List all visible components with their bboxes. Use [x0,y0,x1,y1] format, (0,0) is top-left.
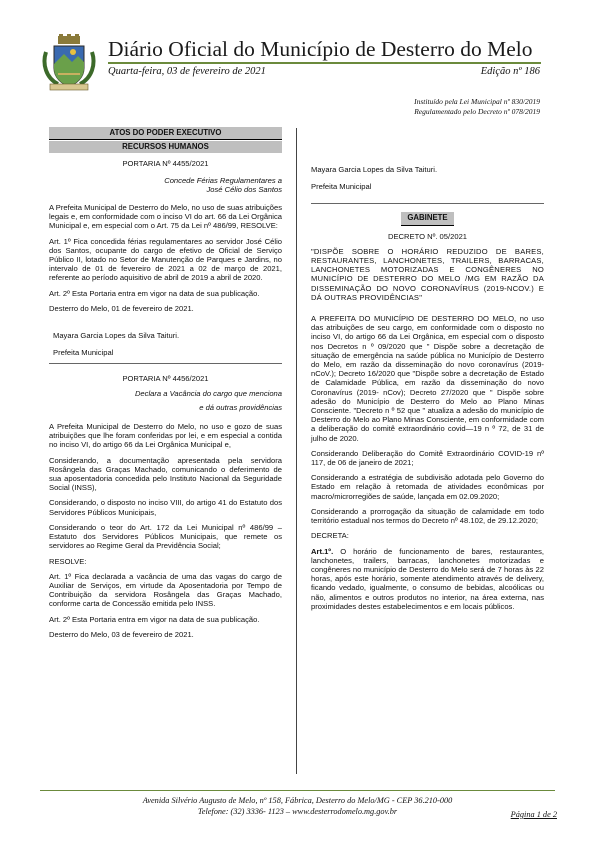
left-column [49,127,282,645]
portaria-4455 [49,159,282,357]
footer-contact: Telefone: (32) 3336- 1123 – www.desterrodomelo.mg.gov.br [197,807,398,816]
paragraph: DECRETA: [311,531,349,541]
portaria-summary-line: Concede Férias Regulamentares a [164,175,282,185]
footer-rule [40,790,555,791]
portaria-summary-line: José Célio dos Santos [206,184,282,194]
place-date: Desterro do Melo, 03 de fevereiro de 2021. [49,629,194,639]
signer-name: Mayara Garcia Lopes da Silva Taituri. [311,165,438,174]
paragraph: Art. 1º Fica concedida férias regulamentares ao servidor José Célio dos Santos, ocupante do cargo de efetivo de Oficial de Serviço Público II, lotado no Setor de Manutenção de Parques e Jardins, no intervalo de 01 de fevereiro de 2021 a 02 de março de 2021, referente ao período aquisitivo de abril de 2019 a abril de 2020. [49,236,282,283]
portaria-summary-line: Declara a Vacância do cargo que menciona [134,388,282,398]
decree-number: DECRETO Nº. 05/2021 [387,231,468,241]
paragraph: RESOLVE: [49,556,87,566]
place-date: Desterro do Melo, 01 de fevereiro de 2021. [49,303,194,313]
separator [311,203,544,204]
paragraph: Considerando a prorrogação da situação de calamidade em todo território estadual nos termos do Decreto nº 48.102, de 29.12.2020; [311,506,544,526]
decree-summary: "DISPÕE SOBRE O HORÁRIO REDUZIDO DE BARES, RESTAURANTES, LANCHONETES, TRAILERS, BARRACAS, LANCHONETES MOTORIZADAS E CONGÊNERES NO MUNICÍPIO DE DESTERRO DO MELO /MG EM RAZÃO DA DISSEMINAÇÃO DO NOVO CORONAVÍRUS (2019-NCOV.) E DÁ OUTRAS PROVIDÊNCIAS" [311,246,544,302]
legal-basis-line-1: Instituído pela Lei Municipal nº 830/2019 [414,97,540,106]
portaria-number: PORTARIA Nº 4456/2021 [122,374,209,384]
paragraph: A Prefeita Municipal de Desterro do Melo, no uso de suas atribuições legais e, em conformidade com o inciso VI do art. 66 da Lei Orgânica Municipal e, em especial com o Art. 75 da Lei nº 486/99, RESOLVE: [49,203,282,231]
paragraph: Art. 2º Esta Portaria entra em vigor na data de sua publicação. [49,614,260,624]
portaria-number: PORTARIA Nº 4455/2021 [122,159,209,169]
legal-basis [414,97,540,117]
paragraph: Considerando a estratégia de subdivisão adotada pelo Governo do Estado em relação à retomada de atividades econômicas por macro/microrregiões de saúde, lançada em 02.09.2020; [311,473,544,501]
portaria-summary [49,176,282,194]
separator [49,363,282,364]
portaria-4456 [49,374,282,638]
signer-role: Prefeita Municipal [311,182,372,192]
signer-name: Mayara Garcia Lopes da Silva Taituri. [53,331,180,341]
paragraph: Considerando, o disposto no inciso VIII, do artigo 41 do Estatuto dos Servidores Públicos Municipais, [49,498,282,517]
header-rule [108,62,541,64]
municipal-coat-of-arms-icon [40,34,98,92]
section-title-cabinet: GABINETE [401,212,454,225]
section-title-executive: ATOS DO PODER EXECUTIVO [49,127,282,140]
header [0,0,595,120]
page-number: Página 1 de 2 [510,810,557,819]
article-1 [311,547,544,611]
article-label: Art.1º. [311,546,334,556]
footer-address: Avenida Silvério Augusto de Melo, nº 158, Fábrica, Desterro do Melo/MG - CEP 36.210-000 [142,796,453,805]
legal-basis-line-2: Regulamentado pelo Decreto nº 078/2019 [414,107,540,116]
issue-date: Quarta-feira, 03 de fevereiro de 2021 [108,66,266,77]
article-text: O horário de funcionamento de bares, restaurantes, lanchonetes, trailers, barracas, lanchonetes motorizadas e congêneres no município de Desterro do Melo será de 7 horas às 22 horas, após este horário, somente atendimento através de delivery, ficando vedado, igualmente, o consumo de bebidas, alcoólicas ou não, alimentos e outros produtos no interior, na área externa, nas proximidades destes estabelecimentos e em locais públicos. [311,546,544,611]
column-divider [296,128,297,774]
signer-role: Prefeita Municipal [53,348,114,358]
portaria-summary [49,389,282,412]
portaria-summary-line: e dá outras providências [199,402,282,412]
journal-title: Diário Oficial do Município de Desterro do Melo [108,37,533,61]
paragraph: A Prefeita Municipal de Desterro do Melo, no uso e gozo de suas atribuições que lhe foram conferidas por lei, e em especial a contida no inciso VI, do artigo 66 da Lei Orgânica Municipal e, [49,422,282,450]
edition-number: Edição nº 186 [480,66,540,77]
right-column [311,127,544,617]
subsection-title-hr: RECURSOS HUMANOS [49,141,282,153]
paragraph: Art. 2º Esta Portaria entra em vigor na data de sua publicação. [49,288,260,298]
footer [0,795,595,817]
paragraph: Considerando o teor do Art. 172 da Lei Municipal nº 486/99 – Estatuto dos Servidores Públicos Municipais, que remete os servidores ao Regime Geral da Previdência Social; [49,522,282,551]
paragraph: Considerando, a documentação apresentada pela servidora Rosângela das Graças Machado, comunicando o deferimento de sua aposentadoria concedida pelo Instituto Nacional da Seguridade Social (INSS), [49,455,282,493]
paragraph: Considerando Deliberação do Comitê Extraordinário COVID-19 nº 117, de 06 de janeiro de 2021; [311,448,544,468]
paragraph: Art. 1º Fica declarada a vacância de uma das vagas do cargo de Auxiliar de Serviços, em virtude da Aposentadoria por Tempo de Contribuição da servidora Rosângela das Graças Machado, conforme carta de Concessão emitida pelo INSS. [49,571,282,609]
paragraph: A PREFEITA DO MUNICÍPIO DE DESTERRO DO MELO, no uso das atribuições de seu cargo, em conformidade com o disposto no inciso VI, do artigo 66 da Lei Orgânica, em especial com o disposto nos Decretos n º 09/2020 que " Dispõe sobre a decretação de situação de emergência na saúde pública no Município de Desterro do Melo, em razão da disseminação do novo coronavírus (2019-nCoV.); Decreto 16/2020 que "Dispõe sobre a decretação de Estado de Calamidade Pública, em razão da disseminação do novo Coronavírus (2019- nCov); Decreto 27/2020 que " Dispõe sobre adesão do Município de Desterro do Melo ao Plano Minas Consciente. "Decreto n º 52 que " atualiza a adesão do município de Desterro do Melo ao Plano Minas Consciente, em conformidade com a deliberação do comitê extraordinário covid—19 n º 72, de 31 de julho de 2020. [311,314,544,443]
